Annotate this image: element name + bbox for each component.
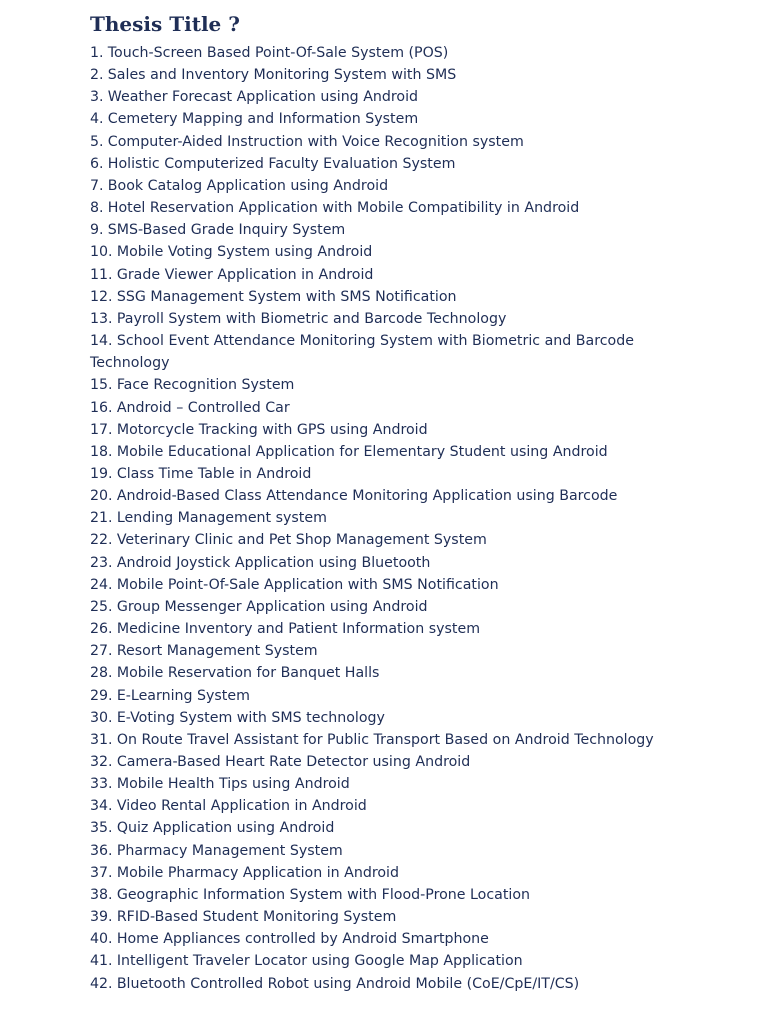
list-item-number: 21.	[90, 510, 113, 527]
list-item-title: School Event Attendance Monitoring System with Biometric and Barcode Technology	[90, 333, 634, 372]
list-item	[90, 241, 710, 263]
list-item-title: Payroll System with Biometric and Barcode Technology	[116, 310, 507, 327]
list-item	[90, 197, 710, 219]
list-item-title: Book Catalog Application using Android	[107, 177, 389, 194]
list-item-title: Weather Forecast Application using Android	[107, 89, 419, 106]
list-item-number: 31.	[90, 731, 113, 748]
list-item-title: Mobile Pharmacy Application in Android	[116, 864, 399, 881]
list-item	[90, 973, 710, 995]
list-item-number: 6.	[90, 155, 104, 172]
list-item-number: 11.	[90, 266, 113, 283]
list-item-title: Touch-Screen Based Point-Of-Sale System (POS)	[107, 45, 449, 61]
list-item-title: Video Rental Application in Android	[116, 798, 367, 815]
list-item-number: 28.	[90, 665, 113, 682]
list-item-title: On Route Travel Assistant for Public Transport Based on Android Technology	[116, 731, 654, 748]
list-item-title: Mobile Point-Of-Sale Application with SMS Notification	[116, 576, 499, 593]
list-item-title: Resort Management System	[116, 643, 318, 660]
list-item	[90, 928, 710, 950]
list-item-number: 30.	[90, 709, 113, 726]
list-item-number: 15.	[90, 377, 113, 394]
list-item	[90, 950, 710, 972]
list-item-title: SMS-Based Grade Inquiry System	[107, 222, 346, 239]
list-item-number: 24.	[90, 576, 113, 593]
list-item	[90, 884, 710, 906]
list-item	[90, 840, 710, 862]
list-item-number: 14.	[90, 333, 113, 350]
list-item	[90, 175, 710, 197]
list-item-number: 29.	[90, 687, 113, 704]
list-item-title: SSG Management System with SMS Notification	[116, 288, 457, 305]
thesis-title-list	[90, 42, 710, 995]
list-item	[90, 397, 710, 419]
page-title: Thesis Title ?	[90, 12, 240, 36]
list-item	[90, 685, 710, 707]
list-item	[90, 507, 710, 529]
list-item-title: Mobile Educational Application for Elementary Student using Android	[116, 443, 608, 460]
list-item-title: Grade Viewer Application in Android	[116, 266, 374, 283]
list-item-number: 35.	[90, 820, 113, 837]
list-item-number: 18.	[90, 443, 113, 460]
list-item-title: RFID-Based Student Monitoring System	[116, 909, 397, 926]
list-item-number: 20.	[90, 488, 113, 505]
list-item-title: Intelligent Traveler Locator using Google Map Application	[116, 953, 523, 970]
list-item-number: 22.	[90, 532, 113, 549]
list-item-title: Android Joystick Application using Bluetooth	[116, 554, 431, 571]
list-item-title: Android – Controlled Car	[116, 399, 290, 416]
list-item	[90, 86, 710, 108]
list-item	[90, 441, 710, 463]
list-item	[90, 596, 710, 618]
list-item	[90, 618, 710, 640]
list-item-title: Lending Management system	[116, 510, 327, 527]
list-item	[90, 419, 710, 441]
list-item-title: Face Recognition System	[116, 377, 295, 394]
list-item-title: E-Voting System with SMS technology	[116, 709, 385, 726]
list-item	[90, 773, 710, 795]
list-item-title: Pharmacy Management System	[116, 842, 343, 859]
list-item	[90, 42, 710, 64]
list-item	[90, 463, 710, 485]
list-item-title: Sales and Inventory Monitoring System with SMS	[107, 67, 457, 84]
list-item-number: 5.	[90, 133, 104, 150]
list-item	[90, 751, 710, 773]
list-item-number: 33.	[90, 776, 113, 793]
list-item	[90, 729, 710, 751]
list-item-title: Geographic Information System with Flood-Prone Location	[116, 886, 531, 903]
list-item-title: Camera-Based Heart Rate Detector using Android	[116, 754, 471, 770]
list-item	[90, 795, 710, 817]
list-item	[90, 552, 710, 574]
list-item-title: E-Learning System	[116, 687, 250, 704]
list-item	[90, 906, 710, 928]
list-item	[90, 862, 710, 884]
list-item-title: Quiz Application using Android	[116, 820, 335, 837]
list-item	[90, 308, 710, 330]
list-item-title: Mobile Voting System using Android	[116, 244, 373, 261]
list-item-title: Veterinary Clinic and Pet Shop Management System	[116, 532, 487, 549]
list-item-title: Mobile Reservation for Banquet Halls	[116, 665, 380, 682]
list-item	[90, 219, 710, 241]
list-item-number: 1.	[90, 45, 104, 61]
list-item-number: 16.	[90, 399, 113, 416]
list-item-title: Group Messenger Application using Android	[116, 598, 428, 615]
list-item-title: Holistic Computerized Faculty Evaluation System	[107, 155, 456, 172]
list-item	[90, 529, 710, 551]
list-item-title: Android-Based Class Attendance Monitoring Application using Barcode	[116, 488, 618, 505]
list-item-number: 32.	[90, 754, 113, 770]
list-item	[90, 330, 710, 374]
list-item-number: 10.	[90, 244, 113, 261]
list-item-number: 37.	[90, 864, 113, 881]
list-item-title: Motorcycle Tracking with GPS using Android	[116, 421, 428, 438]
list-item-title: Medicine Inventory and Patient Information system	[116, 621, 481, 638]
list-item	[90, 131, 710, 153]
list-item-title: Home Appliances controlled by Android Smartphone	[116, 931, 489, 948]
list-item-number: 40.	[90, 931, 113, 948]
list-item	[90, 574, 710, 596]
list-item-title: Mobile Health Tips using Android	[116, 776, 350, 793]
list-item-number: 26.	[90, 621, 113, 638]
list-item-number: 38.	[90, 886, 113, 903]
list-item	[90, 108, 710, 130]
list-item	[90, 286, 710, 308]
list-item-number: 12.	[90, 288, 113, 305]
list-item-number: 7.	[90, 177, 104, 194]
list-item	[90, 64, 710, 86]
list-item-number: 13.	[90, 310, 113, 327]
list-item-number: 25.	[90, 598, 113, 615]
list-item-title: Bluetooth Controlled Robot using Android Mobile (CoE/CpE/IT/CS)	[116, 975, 580, 992]
list-item	[90, 264, 710, 286]
list-item-number: 19.	[90, 465, 113, 482]
list-item-number: 4.	[90, 111, 104, 128]
list-item-number: 8.	[90, 200, 104, 217]
list-item-number: 42.	[90, 975, 113, 992]
list-item	[90, 662, 710, 684]
list-item	[90, 153, 710, 175]
list-item-number: 9.	[90, 222, 104, 239]
list-item-number: 3.	[90, 89, 104, 106]
list-item-title: Hotel Reservation Application with Mobile Compatibility in Android	[107, 200, 580, 217]
list-item	[90, 374, 710, 396]
list-item-number: 36.	[90, 842, 113, 859]
list-item-title: Class Time Table in Android	[116, 465, 312, 482]
list-item-number: 41.	[90, 953, 113, 970]
list-item-number: 34.	[90, 798, 113, 815]
list-item	[90, 817, 710, 839]
list-item	[90, 707, 710, 729]
list-item	[90, 485, 710, 507]
list-item-number: 23.	[90, 554, 113, 571]
list-item-number: 27.	[90, 643, 113, 660]
list-item-title: Cemetery Mapping and Information System	[107, 111, 419, 128]
list-item-title: Computer-Aided Instruction with Voice Recognition system	[107, 133, 524, 150]
list-item-number: 39.	[90, 909, 113, 926]
list-item-number: 17.	[90, 421, 113, 438]
list-item-number: 2.	[90, 67, 104, 84]
list-item	[90, 640, 710, 662]
